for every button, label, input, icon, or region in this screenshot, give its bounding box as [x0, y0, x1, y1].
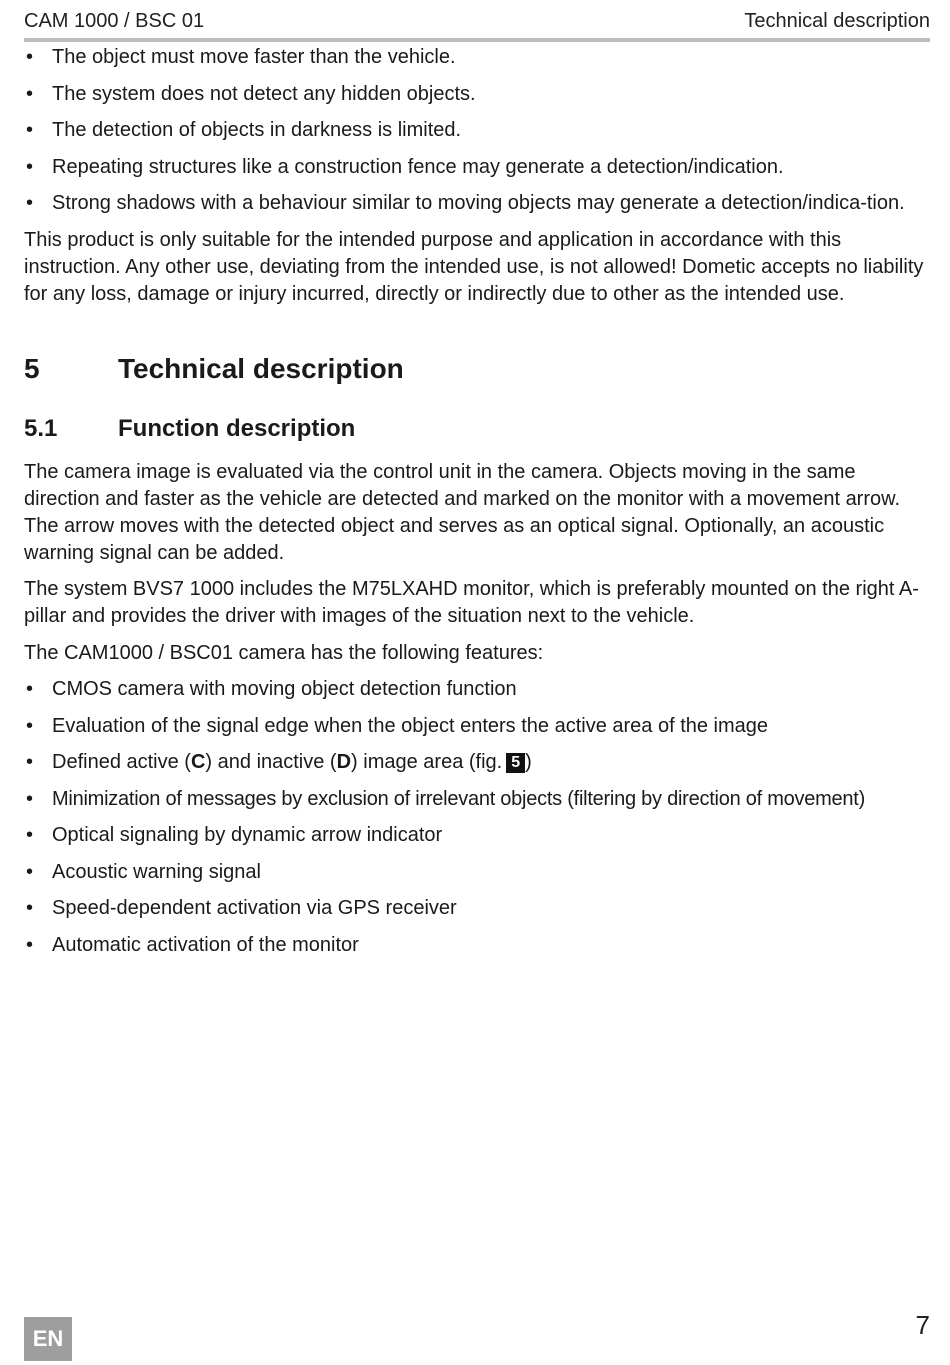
- list-item: • Repeating structures like a construction fence may generate a detection/indication.: [24, 154, 930, 181]
- figure-reference-badge: 5: [506, 753, 525, 773]
- area-label-d: D: [336, 751, 352, 773]
- list-item: • CMOS camera with moving object detection function: [24, 676, 930, 703]
- features-bullet-list: [24, 676, 930, 959]
- list-item: • Minimization of messages by exclusion of irrelevant objects (filtering by direction of movement): [24, 786, 930, 813]
- bullet-icon: •: [26, 155, 34, 178]
- list-item: • Optical signaling by dynamic arrow indicator: [24, 822, 930, 849]
- bullet-icon: •: [26, 751, 34, 773]
- bullet-icon: •: [26, 119, 34, 141]
- language-badge: EN: [24, 1317, 72, 1361]
- subsection-title: Function description: [118, 414, 356, 442]
- page-header: [24, 8, 930, 42]
- intended-use-paragraph: This product is only suitable for the intended purpose and application in accordance with this instruction. Any other use, deviating from the intended use, is not allowed! Dometic accepts no liability for any loss, damage or injury incurred, directly or indirectly due to other as the intended use.: [24, 228, 924, 305]
- features-intro-paragraph: The CAM1000 / BSC01 camera has the following features:: [24, 641, 544, 664]
- list-item: • The detection of objects in darkness is limited.: [24, 117, 930, 144]
- list-item: • Defined active (C) and inactive (D) image area (fig. 5 ): [24, 749, 930, 776]
- page-number: 7: [915, 1310, 930, 1340]
- bullet-icon: •: [26, 787, 34, 810]
- bullet-icon: •: [26, 714, 34, 737]
- list-item: • Acoustic warning signal: [24, 859, 930, 886]
- section-heading: [24, 352, 930, 386]
- subsection-number: 5.1: [24, 414, 58, 442]
- header-product-name: CAM 1000 / BSC 01: [24, 10, 205, 32]
- list-item: • Speed-dependent activation via GPS receiver: [24, 895, 930, 922]
- bullet-icon: •: [26, 46, 34, 68]
- list-item: • Evaluation of the signal edge when the object enters the active area of the image: [24, 713, 930, 740]
- bullet-icon: •: [26, 82, 34, 105]
- bullet-icon: •: [26, 192, 34, 214]
- area-label-c: C: [190, 751, 206, 773]
- system-paragraph: The system BVS7 1000 includes the M75LXAHD monitor, which is preferably mounted on the right A-pillar and provides the driver with images of the situation next to the vehicle.: [24, 578, 919, 627]
- list-item: • Automatic activation of the monitor: [24, 932, 930, 959]
- header-chapter-title: Technical description: [744, 10, 930, 32]
- list-item: • The object must move faster than the vehicle.: [24, 44, 930, 71]
- subsection-heading: [24, 414, 930, 444]
- bullet-icon: •: [26, 678, 34, 700]
- section-number: 5: [24, 352, 40, 384]
- bullet-icon: •: [26, 860, 34, 883]
- bullet-icon: •: [26, 933, 34, 956]
- section-title: Technical description: [118, 352, 404, 384]
- list-item: • Strong shadows with a behaviour similar to moving objects may generate a detection/indica-tion.: [24, 190, 930, 217]
- intro-bullet-list: [24, 44, 930, 217]
- bullet-icon: •: [26, 824, 34, 846]
- bullet-icon: •: [26, 897, 34, 919]
- function-paragraph: The camera image is evaluated via the control unit in the camera. Objects moving in the same direction and faster as the vehicle are detected and marked on the monitor with a movement arrow. The arrow moves with the detected object and serves as an optical signal. Optionally, an acoustic warning signal can be added.: [24, 460, 901, 564]
- page-content: [24, 44, 930, 968]
- list-item: • The system does not detect any hidden objects.: [24, 81, 930, 108]
